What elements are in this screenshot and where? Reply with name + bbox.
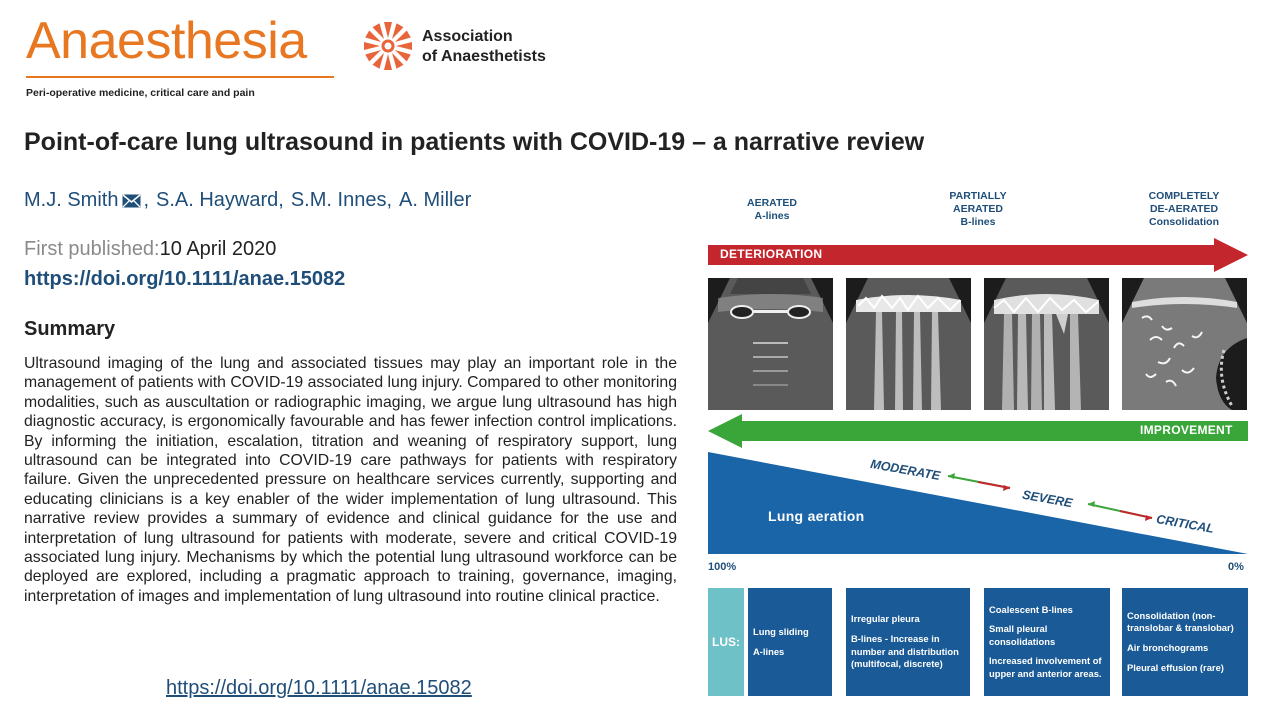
journal-tagline: Peri-operative medicine, critical care and pain	[26, 87, 255, 99]
stage-label-line: AERATED	[953, 203, 1003, 215]
stage-label-line: AERATED	[747, 197, 797, 209]
doi-link[interactable]: https://doi.org/10.1111/anae.15082	[24, 268, 346, 290]
envelope-icon[interactable]	[122, 194, 141, 208]
severity-label-severe: SEVERE	[1021, 487, 1074, 511]
stage-label-line: A-lines	[754, 210, 790, 222]
author-name[interactable]: A. Miller	[399, 189, 472, 211]
ultrasound-image-consolidation	[1122, 278, 1247, 410]
published-label: First published:	[24, 238, 160, 260]
association-name-line2: of Anaesthetists	[422, 48, 546, 65]
lus-box-de-aerated	[1122, 588, 1248, 696]
lus-finding: Consolidation (non-translobar & translobar)	[1127, 609, 1234, 634]
stage-label-line: Consolidation	[1149, 216, 1219, 228]
ultrasound-image-b-lines	[846, 278, 971, 410]
ultrasound-image-coalescent-b-lines	[984, 278, 1109, 410]
summary-heading: Summary	[24, 318, 116, 340]
lus-finding: Coalescent B-lines	[989, 603, 1073, 615]
journal-logo-text: Anaesthesia	[26, 12, 307, 70]
author-list: M.J. Smith , S.A. Hayward , S.M. Innes , A. Miller	[24, 189, 472, 211]
doi-link-bottom[interactable]: https://doi.org/10.1111/anae.15082	[166, 677, 472, 699]
lus-box-partially-aerated	[846, 588, 970, 696]
severity-label-moderate: MODERATE	[869, 456, 942, 484]
stage-label-line: PARTIALLY	[949, 190, 1007, 202]
lus-finding: Lung sliding	[753, 625, 809, 637]
stage-label-line: B-lines	[960, 216, 996, 228]
stage-label-aerated	[712, 197, 832, 223]
lus-finding: Pleural effusion (rare)	[1127, 661, 1224, 673]
lus-box-coalescent	[984, 588, 1110, 696]
lus-finding: B-lines - Increase in number and distribution (multifocal, discrete)	[851, 632, 959, 670]
stage-label-line: COMPLETELY	[1148, 190, 1220, 202]
stage-label-partially-aerated	[918, 190, 1038, 229]
author-name[interactable]: S.A. Hayward	[156, 189, 279, 211]
abstract-text: Ultrasound imaging of the lung and associated tissues may play an important role in the management of patients with COVID-19 associated lung injury. Compared to other monitoring modalities, such as auscultation or radiographic imaging, we argue lung ultrasound has high diagnostic accuracy, is ergonomically favourable and has fewer infection control implications. By informing the initiation, escalation, titration and weaning of respiratory support, lung ultrasound can be integrated into COVID-19 care pathways for patients with respiratory failure. Given the unprecedented pressure on healthcare services currently, supporting and educating clinicians is a key enabler of the wider implementation of lung ultrasound. This narrative review provides a summary of evidence and clinical guidance for the use and interpretation of lung ultrasound for patients with moderate, severe and critical COVID-19 associated lung injury. Mechanisms by which the potential lung ultrasound workforce can be deployed are explored, including a pragmatic approach to training, governance, imaging, interpretation of images and implementation of lung ultrasound into routine clinical practice.	[24, 355, 677, 605]
stage-label-de-aerated	[1124, 190, 1244, 229]
severity-label-critical: CRITICAL	[1155, 512, 1216, 536]
lus-finding: Small pleural consolidations	[989, 623, 1056, 647]
author-name[interactable]: M.J. Smith	[24, 189, 119, 211]
lus-label: LUS:	[708, 588, 744, 696]
association-name	[422, 27, 546, 67]
lus-finding: Air bronchograms	[1127, 642, 1209, 653]
journal-rule	[26, 76, 334, 78]
lus-box-aerated	[748, 588, 832, 696]
improvement-label: IMPROVEMENT	[1140, 423, 1233, 437]
association-name-line1: Association	[422, 28, 513, 45]
lung-ultrasound-figure	[700, 180, 1260, 710]
publication-date-line	[24, 238, 276, 261]
association-logo-icon	[362, 20, 414, 72]
lus-finding: Increased involvement of upper and anterior areas.	[989, 655, 1102, 679]
published-date: 10 April 2020	[159, 238, 277, 260]
lus-findings-row	[708, 588, 1248, 696]
lung-aeration-label: Lung aeration	[768, 508, 865, 524]
aeration-percent-left: 100%	[708, 561, 737, 573]
author-name[interactable]: S.M. Innes	[290, 189, 387, 211]
stage-label-line: DE-AERATED	[1149, 203, 1219, 215]
lus-finding: A-lines	[753, 645, 785, 657]
lung-aeration-wedge	[708, 452, 1248, 554]
article-title: Point-of-care lung ultrasound in patients with COVID-19 – a narrative review	[24, 128, 925, 156]
aeration-percent-right: 0%	[1228, 561, 1244, 573]
ultrasound-image-a-lines	[708, 278, 833, 410]
lus-finding: Irregular pleura	[851, 613, 920, 625]
deterioration-label: DETERIORATION	[720, 247, 823, 261]
